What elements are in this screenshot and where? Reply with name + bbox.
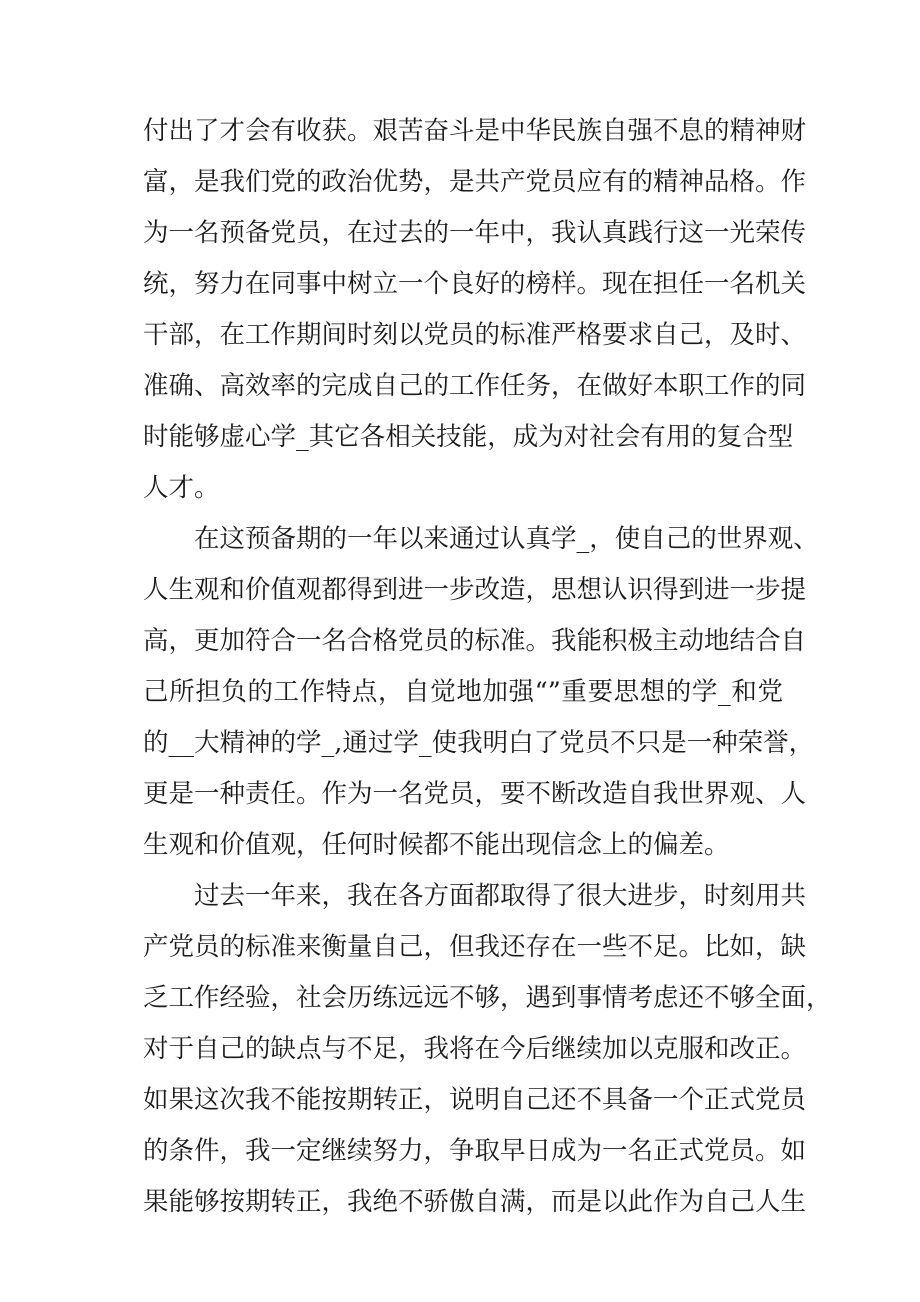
paragraph-2-line-5: 的__大精神的学_,通过学_使我明白了党员不只是一种荣誉，	[143, 728, 815, 758]
paragraph-3-line-3: 乏工作经验，社会历练远远不够，遇到事情考虑还不够全面，	[143, 983, 832, 1013]
paragraph-1-line-3: 为一名预备党员，在过去的一年中，我认真践行这一光荣传	[143, 218, 807, 248]
document-body	[143, 106, 832, 1228]
paragraph-1-line-8: 人才。	[143, 473, 220, 503]
paragraph-1-line-4: 统，努力在同事中树立一个良好的榜样。现在担任一名机关	[143, 269, 807, 299]
paragraph-2-line-3: 高，更加符合一名合格党员的标准。我能积极主动地结合自	[143, 626, 807, 656]
paragraph-1-line-6: 准确、高效率的完成自己的工作任务，在做好本职工作的同	[143, 371, 807, 401]
paragraph-1-line-7: 时能够虚心学_其它各相关技能，成为对社会有用的复合型	[143, 422, 794, 452]
paragraph-3-line-1: 过去一年来，我在各方面都取得了很大进步，时刻用共	[194, 881, 807, 911]
paragraph-3-line-4: 对于自己的缺点与不足，我将在今后继续加以克服和改正。	[143, 1034, 807, 1064]
paragraph-2-line-4: 己所担负的工作特点，自觉地加强“”重要思想的学_和党	[143, 677, 783, 707]
paragraph-1-line-2: 富，是我们党的政治优势，是共产党员应有的精神品格。作	[143, 167, 807, 197]
paragraph-1-line-5: 干部，在工作期间时刻以党员的标准严格要求自己，及时、	[143, 320, 807, 350]
paragraph-3-line-7: 果能够按期转正，我绝不骄傲自满，而是以此作为自己人生	[143, 1187, 807, 1217]
paragraph-3-line-6: 的条件，我一定继续努力，争取早日成为一名正式党员。如	[143, 1136, 807, 1166]
paragraph-2-line-1: 在这预备期的一年以来通过认真学_，使自己的世界观、	[194, 524, 819, 554]
paragraph-3-line-2: 产党员的标准来衡量自己，但我还存在一些不足。比如，缺	[143, 932, 807, 962]
paragraph-2-line-2: 人生观和价值观都得到进一步改造，思想认识得到进一步提	[143, 575, 807, 605]
paragraph-1-line-1: 付出了才会有收获。艰苦奋斗是中华民族自强不息的精神财	[143, 116, 807, 146]
paragraph-2-line-6: 更是一种责任。作为一名党员，要不断改造自我世界观、人	[143, 779, 807, 809]
paragraph-2-line-7: 生观和价值观，任何时候都不能出现信念上的偏差。	[143, 830, 730, 860]
paragraph-3-line-5: 如果这次我不能按期转正，说明自己还不具备一个正式党员	[143, 1085, 807, 1115]
